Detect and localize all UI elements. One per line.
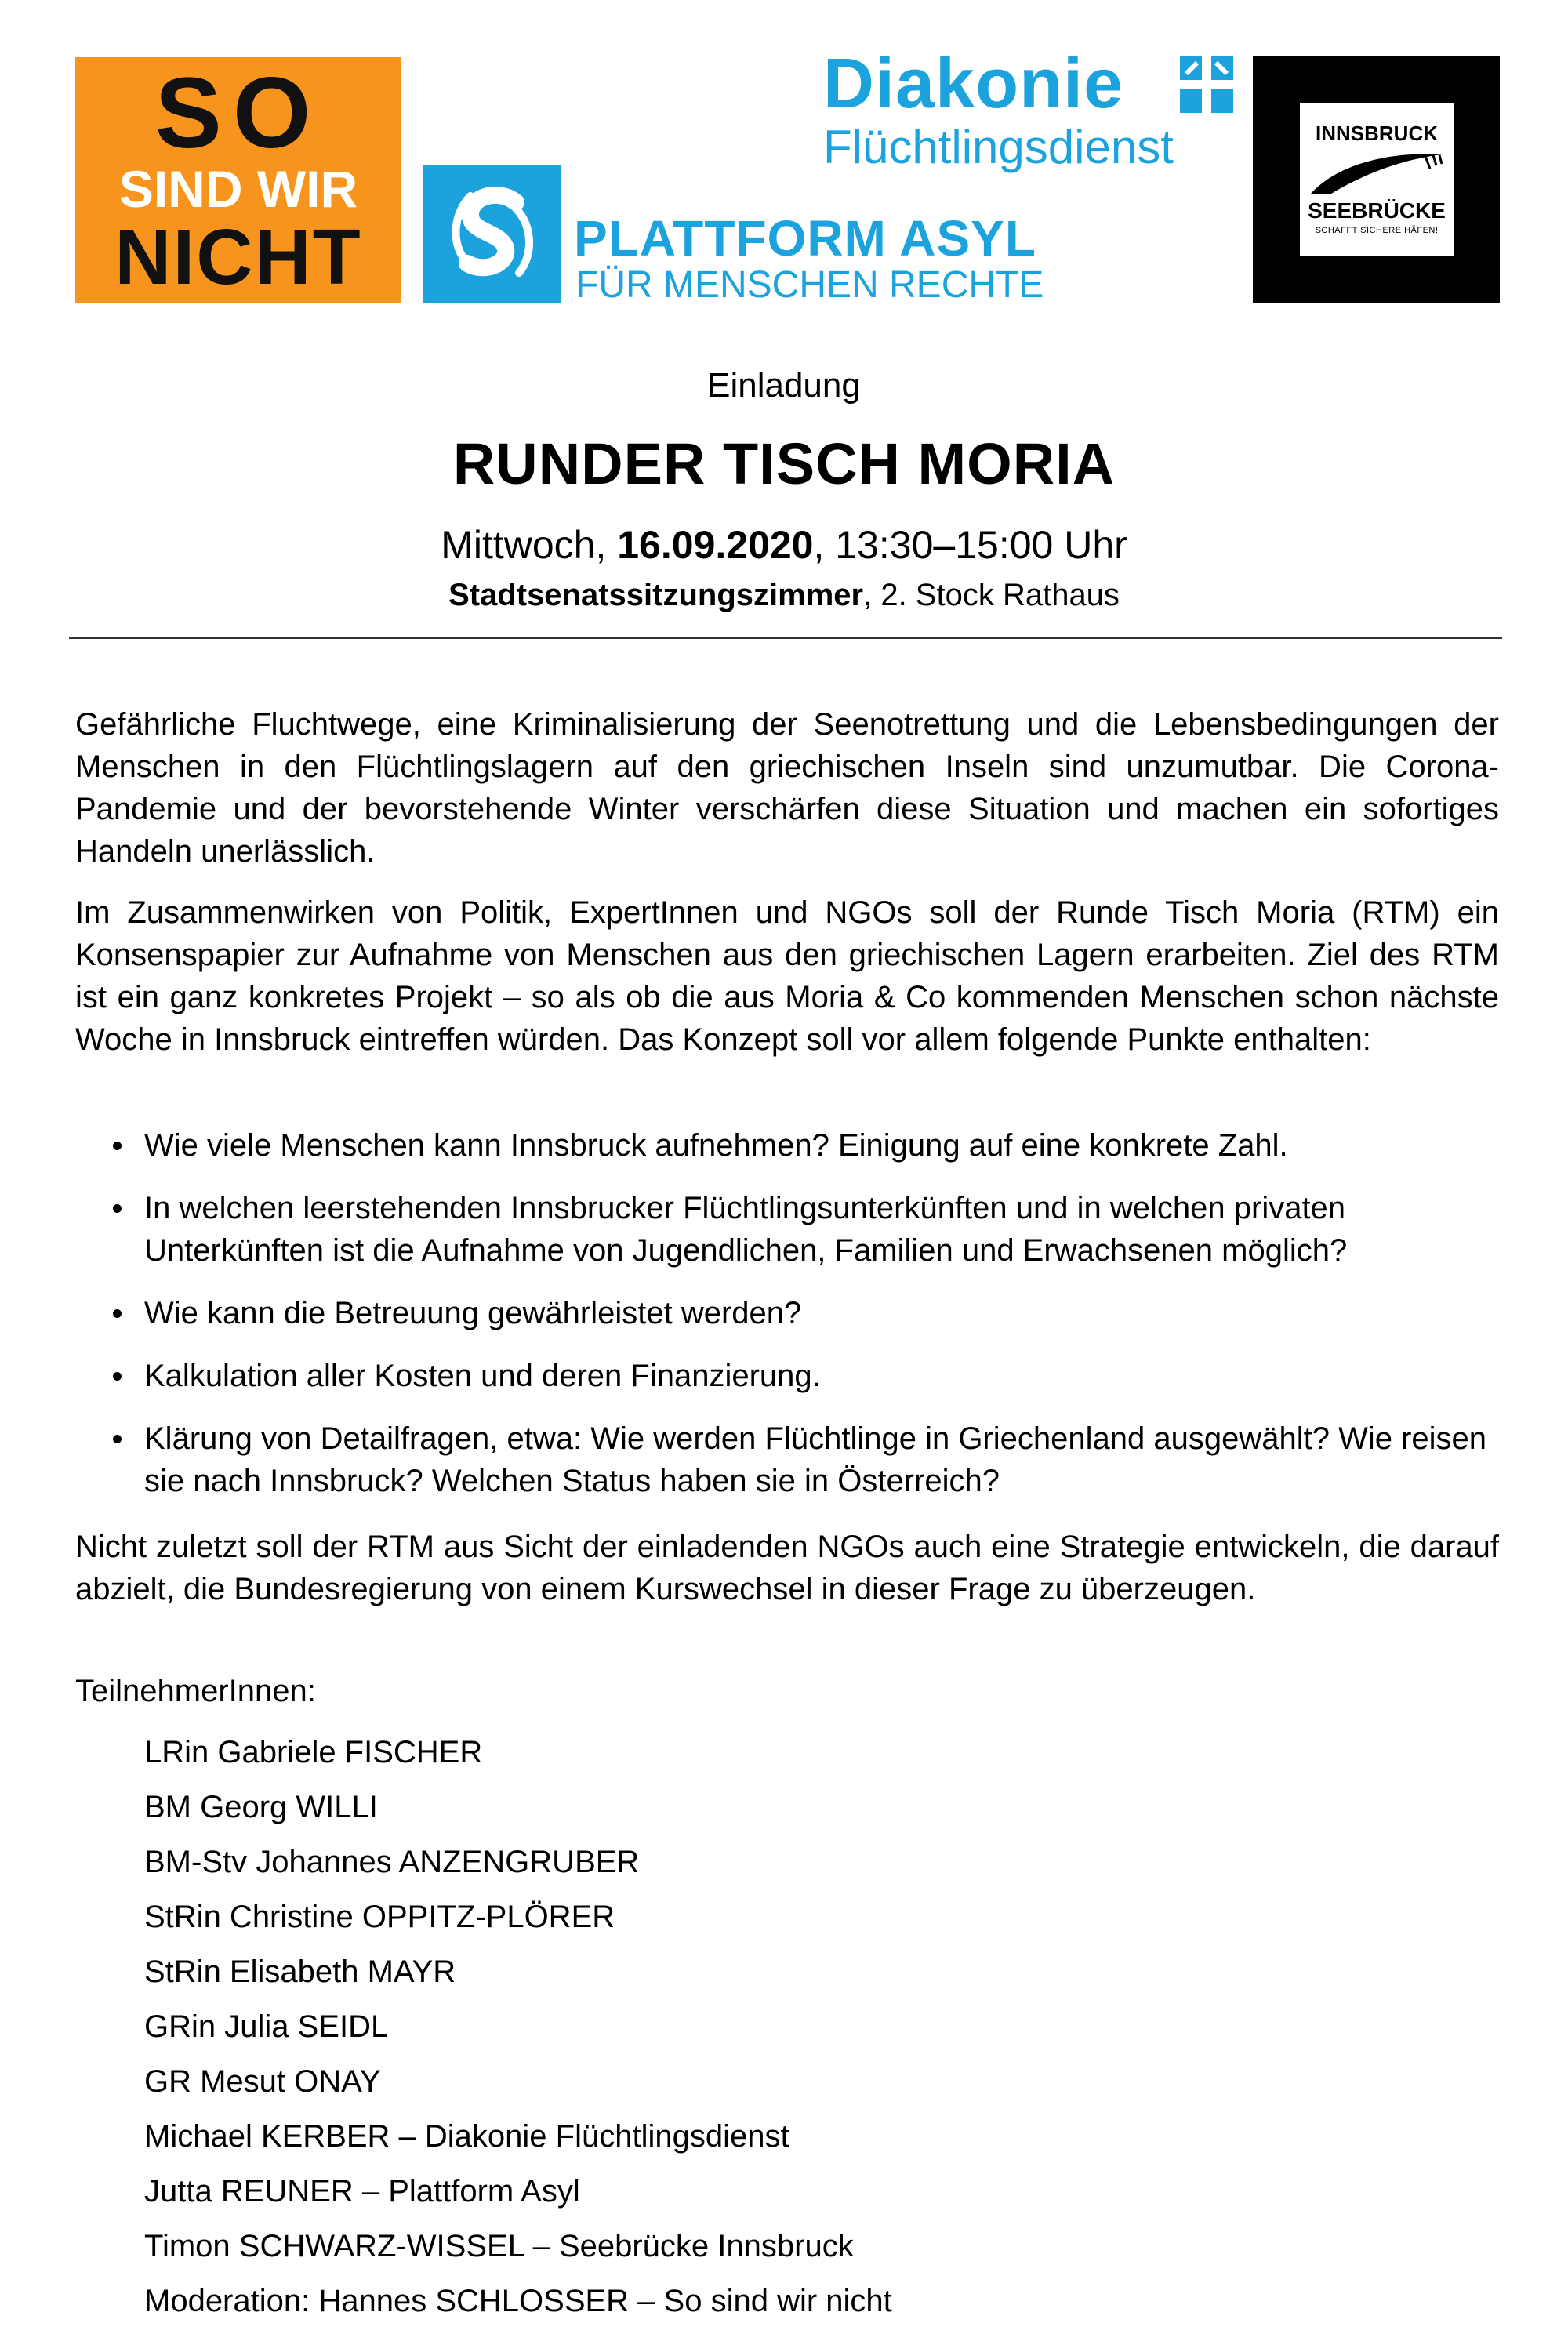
event-date: 16.09.2020 [617, 523, 814, 567]
list-item: Kalkulation aller Kosten und deren Finanzierung. [75, 1355, 1499, 1397]
logo-text: SIND WIR [118, 160, 358, 218]
so-sind-wir-nicht-logo [75, 57, 401, 303]
logo-text: SO [154, 57, 322, 169]
seebruecke-logo [1253, 56, 1500, 303]
intro-paragraph: Gefährliche Fluchtwege, eine Kriminalisierung der Seenotrettung und die Lebensbedingungen der Menschen in den Flüchtlingslagern auf den griechischen Inseln sind unzumutbar. Die Corona-Pandemie und der bevorstehende Winter verschärfen diese Situation und machen ein sofortiges Handeln unerlässlich. [75, 707, 1499, 869]
logo-text: SCHAFFT SICHERE HÄFEN! [1315, 226, 1439, 235]
logo-text: INNSBRUCK [1316, 122, 1438, 145]
diakonie-subtitle: Flüchtlingsdienst [823, 121, 1174, 173]
participants-heading: TeilnehmerInnen: [75, 1674, 316, 1708]
participant-item: StRin Elisabeth MAYR [144, 1955, 456, 1989]
logo-bar [0, 0, 1568, 314]
participant-item: BM-Stv Johannes ANZENGRUBER [144, 1845, 640, 1879]
participant-item: Timon SCHWARZ-WISSEL – Seebrücke Innsbruck [144, 2229, 854, 2263]
participant-item: Jutta REUNER – Plattform Asyl [144, 2174, 580, 2209]
participant-item: BM Georg WILLI [144, 1790, 378, 1824]
participant-item: StRin Christine OPPITZ-PLÖRER [144, 1900, 615, 1934]
list-item: Klärung von Detailfragen, etwa: Wie werden Flüchtlinge in Griechenland ausgewählt? Wie reisen sie nach Innsbruck? Welchen Status haben sie in Österreich? [75, 1417, 1499, 1502]
room-name: Stadtsenatssitzungszimmer [448, 578, 864, 612]
topic-list [75, 1124, 1499, 1523]
participant-item: Moderation: Hannes SCHLOSSER – So sind wir nicht [144, 2284, 892, 2318]
participant-item: GR Mesut ONAY [144, 2064, 381, 2099]
date-line [0, 521, 1568, 568]
list-item: Wie viele Menschen kann Innsbruck aufnehmen? Einigung auf eine konkrete Zahl. [75, 1124, 1499, 1167]
logo-text: SEEBRÜCKE [1308, 198, 1446, 223]
goal-paragraph: Im Zusammenwirken von Politik, ExpertInnen und NGOs soll der Runde Tisch Moria (RTM) ein Konsenspapier zur Aufnahme von Menschen aus den griechischen Lagern erarbeiten. Ziel des RTM ist ein ganz konkretes Projekt – so als ob die aus Moria & Co kommenden Menschen schon nächste Woche in Innsbruck eintreffen würden. Das Konzept soll vor allem folgende Punkte enthalten: [75, 895, 1499, 1057]
plattform-asyl-tagline: FÜR MENSCHEN RECHTE [575, 264, 1044, 306]
seebruecke-logo-inner [1300, 103, 1454, 256]
list-item: In welchen leerstehenden Innsbrucker Flüchtlingsunterkünften und in welchen privaten Unterkünften ist die Aufnahme von Jugendlichen, Familien und Erwachsenen möglich? [75, 1187, 1499, 1272]
location-line [0, 576, 1568, 614]
room-suffix: , 2. Stock Rathaus [863, 578, 1120, 612]
invitation-label: Einladung [707, 366, 861, 405]
list-item: Wie kann die Betreuung gewährleistet werden? [75, 1292, 1499, 1334]
plattform-asyl-logo-icon [423, 165, 561, 303]
participant-item: GRin Julia SEIDL [144, 2009, 389, 2044]
date-prefix: Mittwoch, [441, 523, 618, 567]
participants-list [144, 1725, 892, 2328]
divider [69, 637, 1502, 639]
plattform-asyl-name: PLATTFORM ASYL [574, 210, 1036, 267]
diakonie-name: Diakonie [823, 45, 1124, 123]
diakonie-cross-icon [1180, 56, 1233, 113]
participant-item: Michael KERBER – Diakonie Flüchtlingsdienst [144, 2119, 789, 2154]
participant-item: LRin Gabriele FISCHER [144, 1735, 483, 1769]
logo-text: NICHT [114, 213, 362, 301]
page-title: RUNDER TISCH MORIA [452, 431, 1116, 496]
strategy-paragraph: Nicht zuletzt soll der RTM aus Sicht der einladenden NGOs auch eine Strategie entwickeln, die darauf abzielt, die Bundesregierung von einem Kurswechsel in dieser Frage zu überzeugen. [75, 1530, 1499, 1606]
event-time: , 13:30–15:00 Uhr [813, 523, 1127, 567]
wave-icon [1308, 148, 1446, 195]
